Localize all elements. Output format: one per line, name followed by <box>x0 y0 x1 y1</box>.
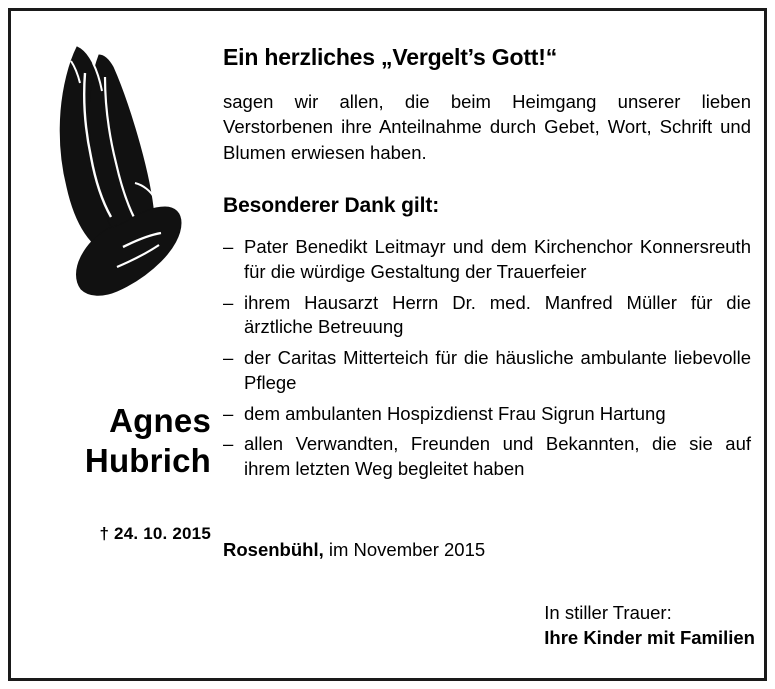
deceased-first-name: Agnes <box>109 402 211 439</box>
list-item <box>223 291 751 341</box>
death-date: † 24. 10. 2015 <box>99 524 211 543</box>
list-bullet: – <box>223 402 234 424</box>
thanks-subheading: Besonderer Dank gilt: <box>223 194 440 217</box>
right-column <box>223 11 758 678</box>
list-item-text: ihrem Hausarzt Herrn Dr. med. Manfred Müller für die ärztliche Betreuung <box>244 291 751 338</box>
headline: Ein herzliches „Vergelt’s Gott!“ <box>223 44 557 70</box>
list-item-text: allen Verwandten, Freunden und Bekannten, die sie auf ihrem letzten Weg begleitet haben <box>244 433 751 480</box>
list-bullet: – <box>223 236 234 257</box>
card-content <box>11 11 764 678</box>
date-text: im November 2015 <box>323 539 486 560</box>
list-item <box>223 432 751 482</box>
left-column <box>11 11 221 678</box>
list-bullet: – <box>223 347 234 369</box>
mourners-line: Ihre Kinder mit Familien <box>544 626 755 648</box>
intro-paragraph: sagen wir allen, die beim Heimgang unserer lieben Verstorbenen ihre Anteilnahme durch Gebet, Wort, Schrift und Blumen erwiesen haben. <box>223 91 751 163</box>
deceased-last-name: Hubrich <box>84 442 211 480</box>
list-bullet: – <box>223 291 234 313</box>
list-item <box>223 235 751 285</box>
praying-hands-icon <box>31 33 201 298</box>
closing-block <box>544 601 755 651</box>
list-bullet: – <box>223 433 234 455</box>
deceased-name <box>11 401 211 482</box>
thanks-list <box>223 235 751 488</box>
list-item <box>223 402 751 427</box>
list-item <box>223 346 751 396</box>
place-date-line <box>223 539 485 561</box>
place-name: Rosenbühl, <box>223 539 324 560</box>
list-item-text: der Caritas Mitterteich für die häusliche ambulante liebevolle Pflege <box>244 347 751 393</box>
closing-line: In stiller Trauer: <box>544 602 672 623</box>
list-item-text: dem ambulanten Hospizdienst Frau Sigrun Hartung <box>244 402 666 424</box>
list-item-text: Pater Benedikt Leitmayr und dem Kirchenchor Konnersreuth für die würdige Gestaltung der Trauerfeier <box>244 236 751 282</box>
